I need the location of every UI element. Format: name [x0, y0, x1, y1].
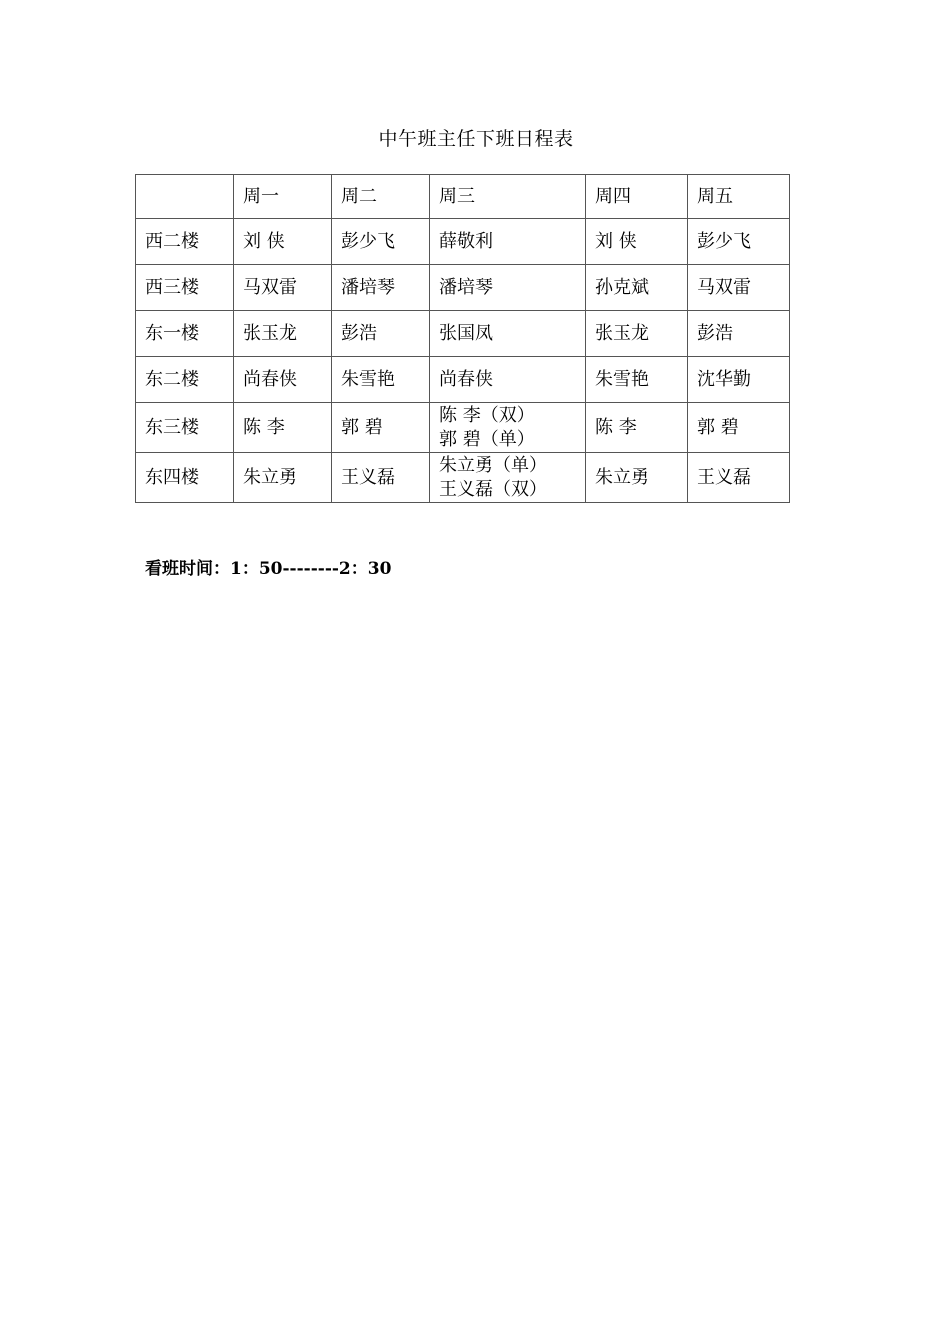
table-body [136, 219, 790, 503]
teacher-name: 王义磊 [341, 466, 395, 488]
building-cell: 东三楼 [136, 403, 234, 453]
teacher-name: 潘培琴 [341, 276, 395, 298]
table-row [136, 403, 790, 453]
teacher-name: 朱立勇（单） [439, 454, 547, 476]
page-title: 中午班主任下班日程表 [378, 128, 574, 150]
duty-cell [430, 311, 586, 357]
building-cell: 西三楼 [136, 265, 234, 311]
teacher-name: 刘 侠 [243, 230, 285, 252]
duty-cell [332, 357, 430, 403]
duty-cell [234, 453, 332, 503]
teacher-name: 彭浩 [341, 322, 377, 344]
teacher-name: 刘 侠 [595, 230, 637, 252]
teacher-name: 郭 碧 [697, 416, 739, 438]
duty-cell [688, 403, 790, 453]
teacher-name: 郭 碧（单） [439, 428, 535, 450]
table-row [136, 357, 790, 403]
duty-cell [430, 357, 586, 403]
duty-cell [234, 357, 332, 403]
teacher-name: 王义磊 [697, 466, 751, 488]
teacher-name: 朱立勇 [243, 466, 297, 488]
table-row [136, 265, 790, 311]
duty-cell [332, 265, 430, 311]
teacher-name: 彭少飞 [697, 230, 751, 252]
building-cell: 西二楼 [136, 219, 234, 265]
teacher-name: 张玉龙 [595, 322, 649, 344]
day-header: 周一 [234, 175, 332, 219]
teacher-name: 沈华勤 [697, 368, 751, 390]
teacher-name: 陈 李（双） [439, 404, 535, 426]
day-header: 周四 [586, 175, 688, 219]
duty-cell [586, 357, 688, 403]
teacher-name: 张国凤 [439, 322, 493, 344]
duty-cell [430, 403, 586, 453]
day-header: 周五 [688, 175, 790, 219]
day-header: 周二 [332, 175, 430, 219]
duty-schedule-table [135, 174, 790, 503]
duty-cell [234, 403, 332, 453]
teacher-name: 朱立勇 [595, 466, 649, 488]
building-cell: 东一楼 [136, 311, 234, 357]
teacher-name: 尚春侠 [243, 368, 297, 390]
teacher-name: 彭浩 [697, 322, 733, 344]
duty-cell [586, 403, 688, 453]
duty-time-note: 看班时间：1：50--------2：30 [145, 559, 392, 579]
duty-cell [688, 453, 790, 503]
duty-cell [688, 357, 790, 403]
table-row [136, 219, 790, 265]
duty-cell [586, 311, 688, 357]
table-row [136, 453, 790, 503]
duty-cell [234, 265, 332, 311]
teacher-name: 马双雷 [243, 276, 297, 298]
teacher-name: 郭 碧 [341, 416, 383, 438]
duty-cell [332, 219, 430, 265]
teacher-name: 薛敬利 [439, 230, 493, 252]
duty-cell [430, 219, 586, 265]
duty-cell [430, 265, 586, 311]
corner-cell [136, 175, 234, 219]
teacher-name: 尚春侠 [439, 368, 493, 390]
duty-cell [586, 219, 688, 265]
table-header-row [136, 175, 790, 219]
teacher-name: 彭少飞 [341, 230, 395, 252]
teacher-name: 陈 李 [243, 416, 285, 438]
building-cell: 东四楼 [136, 453, 234, 503]
duty-cell [234, 219, 332, 265]
duty-cell [332, 453, 430, 503]
duty-cell [234, 311, 332, 357]
duty-cell [688, 311, 790, 357]
teacher-name: 潘培琴 [439, 276, 493, 298]
teacher-name: 王义磊（双） [439, 478, 547, 500]
teacher-name: 张玉龙 [243, 322, 297, 344]
duty-cell [688, 265, 790, 311]
teacher-name: 朱雪艳 [341, 368, 395, 390]
day-header: 周三 [430, 175, 586, 219]
teacher-name: 朱雪艳 [595, 368, 649, 390]
teacher-name: 孙克斌 [595, 276, 649, 298]
duty-cell [688, 219, 790, 265]
duty-cell [586, 265, 688, 311]
table-row [136, 311, 790, 357]
teacher-name: 陈 李 [595, 416, 637, 438]
duty-cell [586, 453, 688, 503]
duty-cell [332, 311, 430, 357]
teacher-name: 马双雷 [697, 276, 751, 298]
duty-cell [332, 403, 430, 453]
duty-cell [430, 453, 586, 503]
building-cell: 东二楼 [136, 357, 234, 403]
